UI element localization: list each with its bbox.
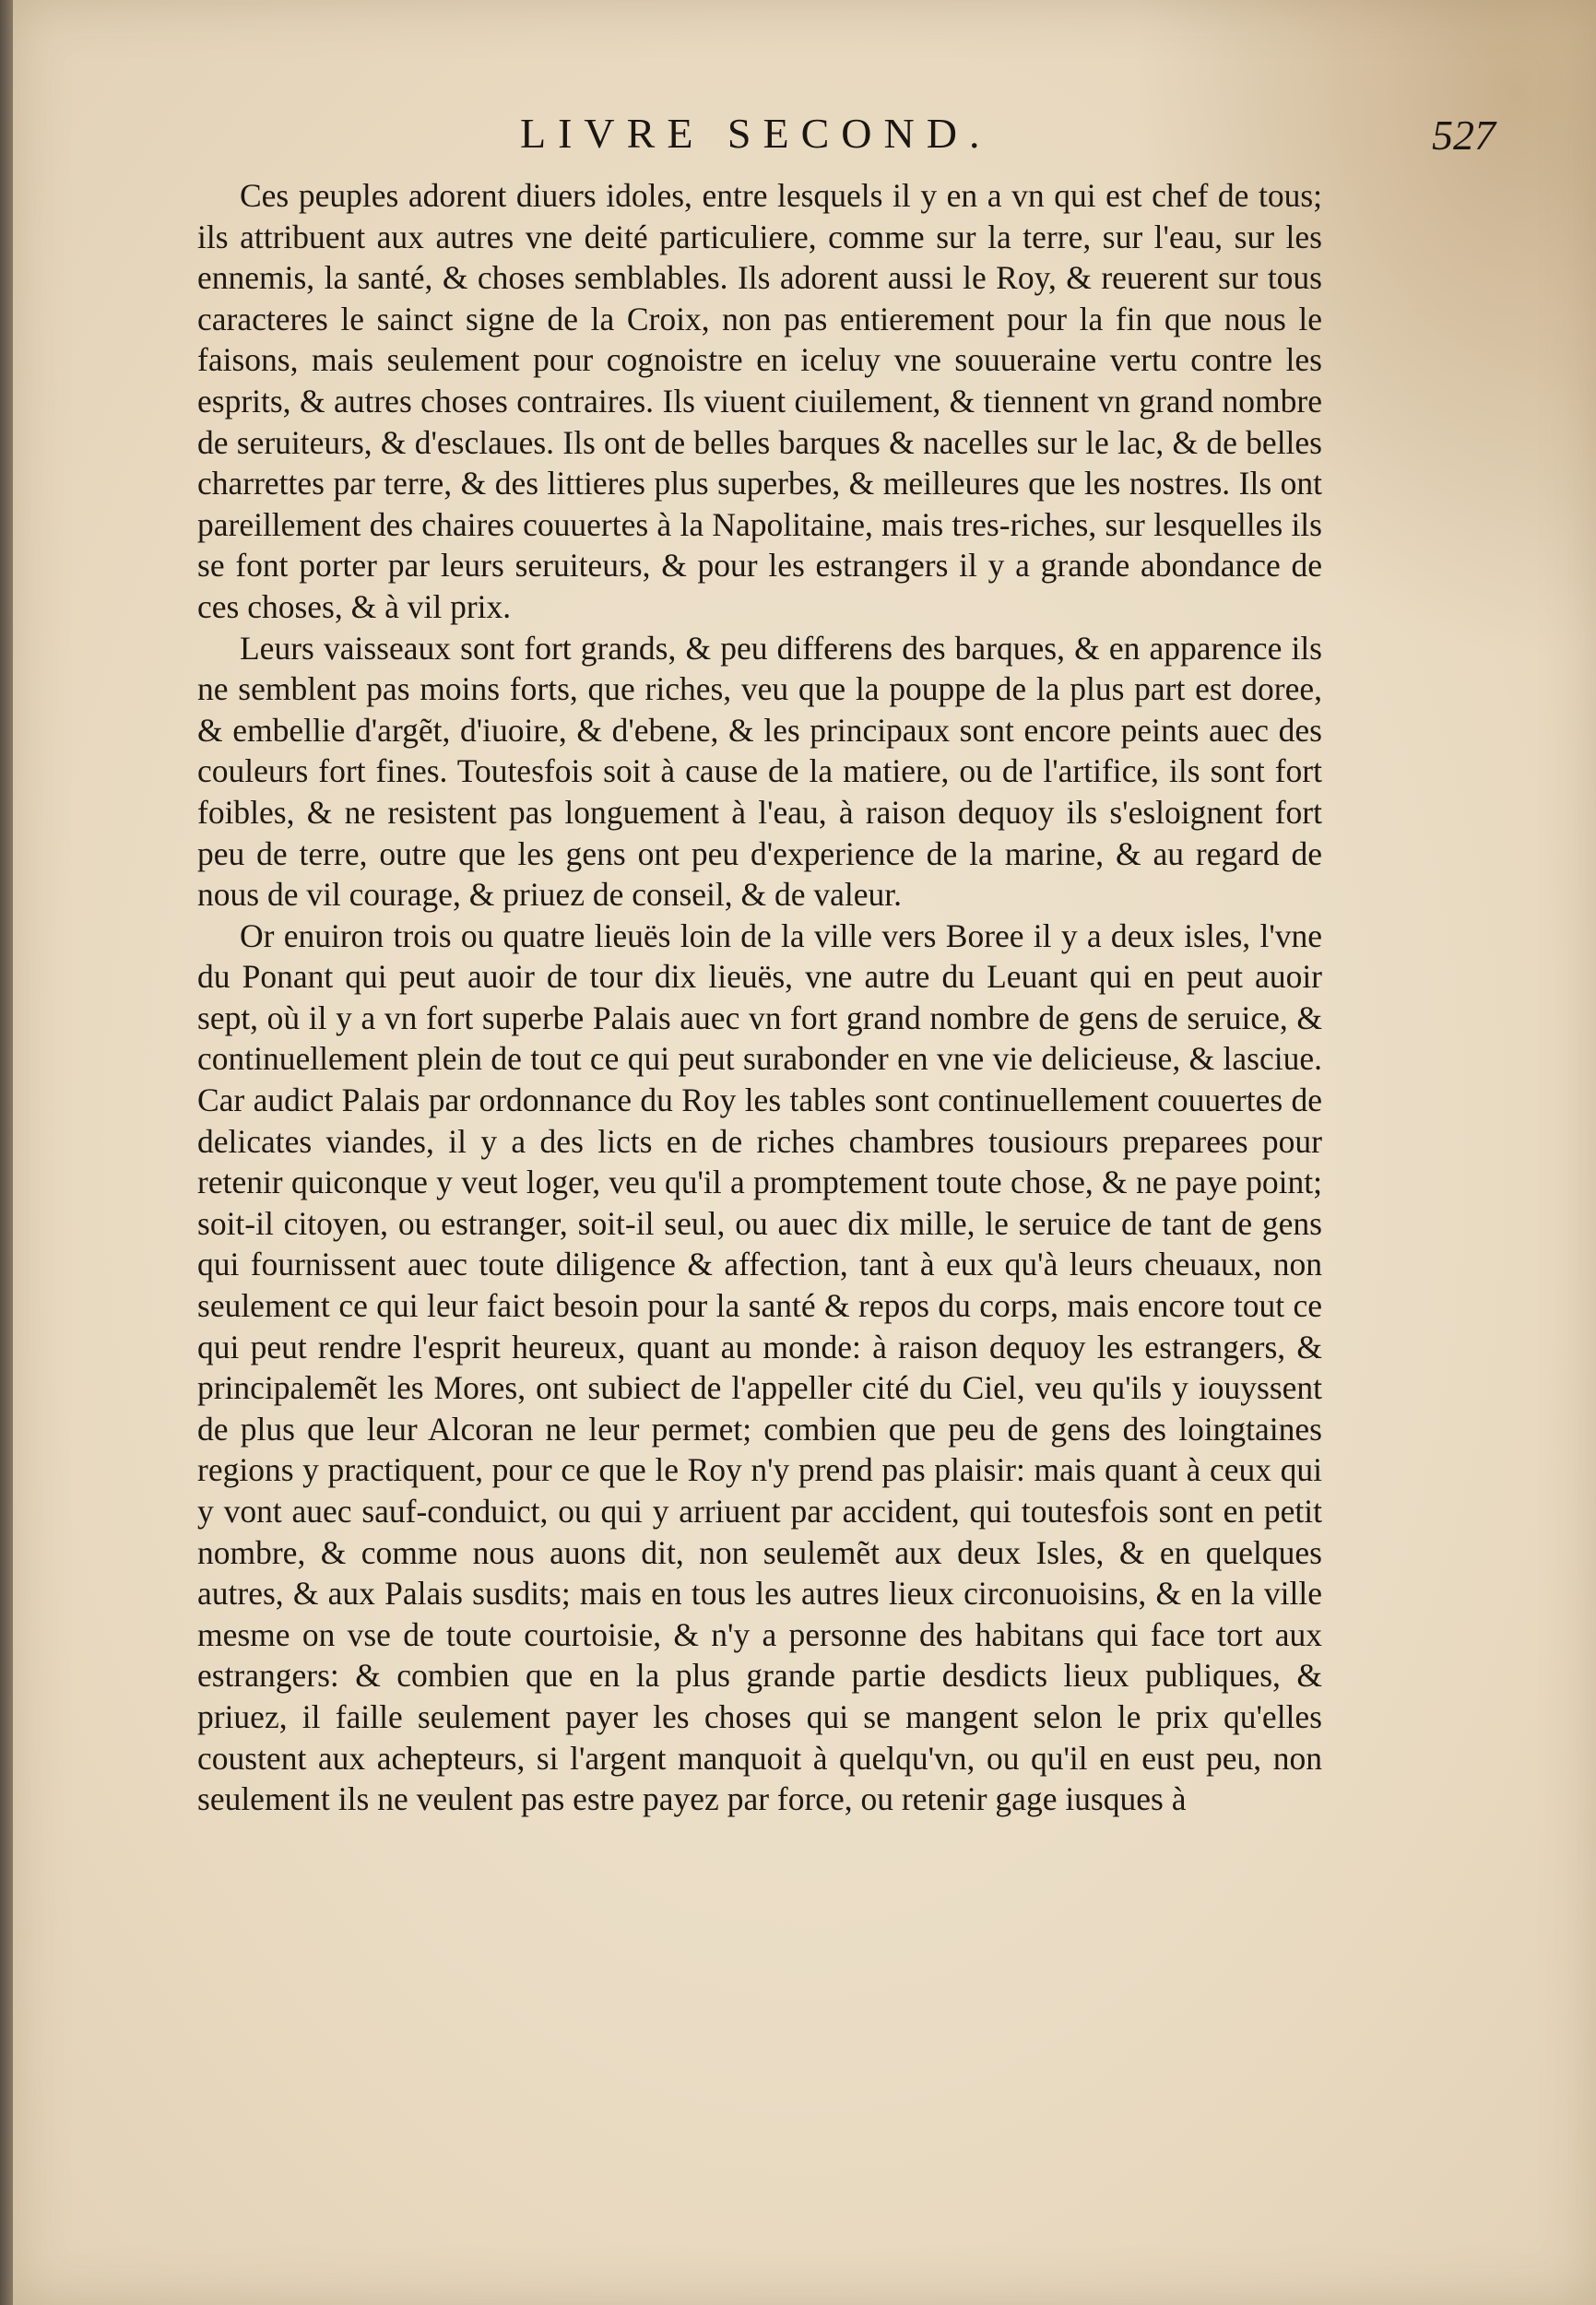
book-page <box>13 0 1596 2305</box>
running-head <box>225 109 1516 173</box>
page-number: 527 <box>1432 112 1496 159</box>
paragraph-vessels: Leurs vaisseaux sont fort grands, & peu differens des barques, & en apparence ils ne semblent pas moins forts, que riches, veu que la pouppe de la plus part est doree, & embellie d'argẽt, d'iuoire, & d'ebene, & les principaux sont encore peints auec des couleurs fort fines. Toutesfois soit à cause de la matiere, ou de l'artifice, ils sont fort foibles, & ne resistent pas longuement à l'eau, à raison dequoy ils s'esloignent fort peu de terre, outre que les gens ont peu d'experience de la marine, & au regard de nous de vil courage, & priuez de conseil, & de valeur. <box>197 629 1322 914</box>
paragraph-idols: Ces peuples adorent diuers idoles, entre lesquels il y en a vn qui est chef de tous; ils attribuent aux autres vne deité particuliere, comme sur la terre, sur l'eau, sur les ennemis, la santé, & choses semblables. Ils adorent aussi le Roy, & reuerent sur tous caracteres le sainct signe de la Croix, non pas entierement pour la fin que nous le faisons, mais seulement pour cognoistre en iceluy vne souueraine vertu contre les esprits, & autres choses contraires. Ils viuent ciuilement, & tiennent vn grand nombre de seruiteurs, & d'esclaues. Ils ont de belles barques & nacelles sur le lac, & de belles charrettes par terre, & des littieres plus superbes, & meilleures que les nostres. Ils ont pareillement des chaires couuertes à la Napolitaine, mais tres-riches, sur lesquelles ils se font porter par leurs seruiteurs, & pour les estrangers il y a grande abondance de ces choses, & à vil prix. <box>197 177 1322 625</box>
binding-gutter <box>0 0 13 2305</box>
body-text <box>197 175 1322 1820</box>
paragraph-islands: Or enuiron trois ou quatre lieuës loin de la ville vers Boree il y a deux isles, l'vne du Ponant qui peut auoir de tour dix lieuës, vne autre du Leuant qui en peut auoir sept, où il y a vn fort superbe Palais auec vn fort grand nombre de gens de seruice, & continuellement plein de tout ce qui peut surabonder en vne vie delicieuse, & lasciue. Car audict Palais par ordonnance du Roy les tables sont continuellement couuertes de delicates viandes, il y a des licts en de riches chambres tousiours preparees pour retenir quiconque y veut loger, veu qu'il a promptement toute chose, & ne paye point; soit-il citoyen, ou estranger, soit-il seul, ou auec dix mille, le seruice de tant de gens qui fournissent auec toute diligence & affection, tant à eux qu'à leurs cheuaux, non seulement ce qui leur faict besoin pour la santé & repos du corps, mais encore tout ce qui peut rendre l'esprit heureux, quant au monde: à raison dequoy les estrangers, & principalemẽt les Mores, ont subiect de l'appeller cité du Ciel, veu qu'ils y iouyssent de plus que leur Alcoran ne leur permet; combien que peu de gens des loingtaines regions y practiquent, pour ce que le Roy n'y prend pas plaisir: mais quant à ceux qui y vont auec sauf-conduict, ou qui y arriuent par accident, qui toutesfois sont en petit nombre, & comme nous auons dit, non seulemẽt aux deux Isles, & en quelques autres, & aux Palais susdits; mais en tous les autres lieux circonuoisins, & en la ville mesme on vse de toute courtoisie, & n'y a personne des habitans qui face tort aux estrangers: & combien que en la plus grande partie desdicts lieux publiques, & priuez, il faille seulement payer les choses qui se mangent selon le prix qu'elles coustent aux achepteurs, si l'argent manquoit à quelqu'vn, ou qu'il en eust peu, non seulement ils ne veulent pas estre payez par force, ou retenir gage iusques à <box>197 916 1322 1818</box>
running-title: LIVRE SECOND. <box>520 110 992 157</box>
